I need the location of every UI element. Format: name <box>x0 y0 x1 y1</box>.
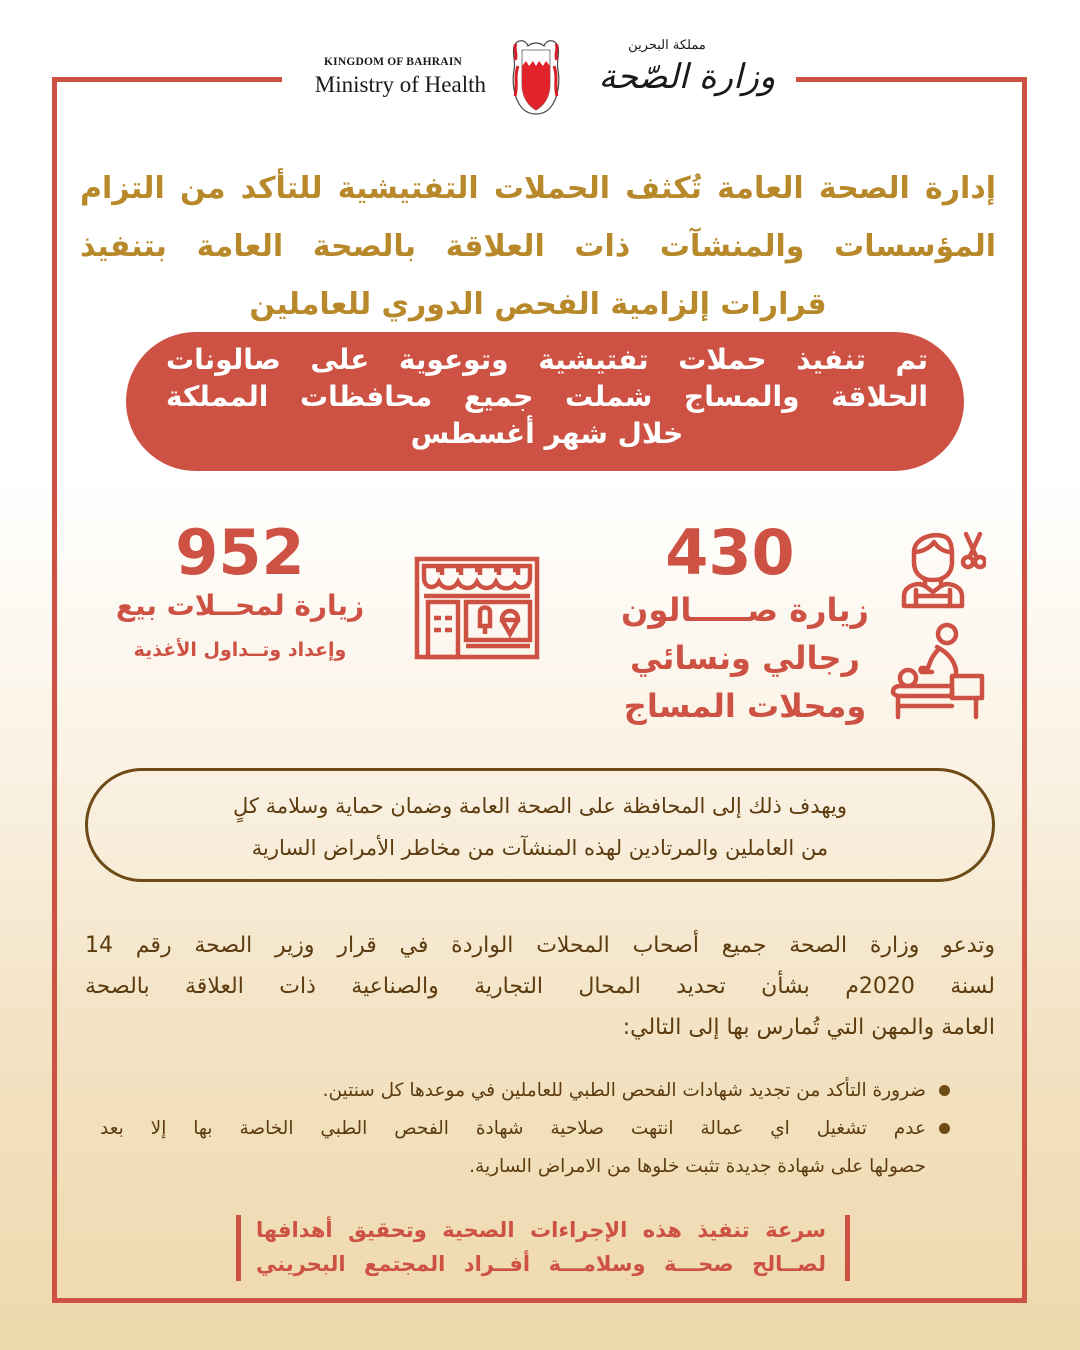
bullet-dot-icon <box>939 1123 950 1134</box>
en-ministry-label: Ministry of Health <box>314 72 486 97</box>
barber-icon <box>896 522 986 610</box>
main-headline <box>80 160 996 334</box>
quote-line: سرعة تنفيذ هذه الإجراءات الصحية وتحقيق أهدافها <box>256 1218 826 1242</box>
ministry-call-paragraph <box>85 925 995 1048</box>
quote-line: لصــالح صحـــة وسلامـــة أفــراد المجتمع البحريني <box>256 1252 826 1276</box>
ar-ministry-label: وزارة الصّحة <box>598 57 776 97</box>
requirement-text: ضرورة التأكد من تجديد شهادات الفحص الطبي للعاملين في موعدها كل سنتين. <box>322 1080 926 1101</box>
campaign-banner <box>126 332 964 471</box>
aim-line: ويهدف ذلك إلى المحافظة على الصحة العامة وضمان حماية وسلامة كلٍ <box>233 794 847 818</box>
aim-statement-box <box>85 768 995 882</box>
quote-bar-right <box>845 1215 850 1281</box>
closing-quote <box>236 1215 850 1281</box>
shop-icon <box>414 556 540 660</box>
aim-line: من العاملين والمرتادين لهذه المنشآت من مخاطر الأمراض السارية <box>251 836 829 860</box>
quote-bar-left <box>236 1215 241 1281</box>
frame-left <box>52 77 57 1303</box>
banner-line: تم تنفيذ حملات تفتيشية وتوعوية على صالونات <box>166 343 928 376</box>
requirement-item <box>100 1110 950 1186</box>
call-line: العامة والمهن التي تُمارس بها إلى التالي: <box>622 1015 995 1040</box>
arabic-logo-text <box>582 38 792 120</box>
english-logo-text <box>315 56 486 98</box>
headline-line: قرارات إلزامية الفحص الدوري للعاملين <box>249 287 827 322</box>
frame-bottom <box>52 1298 1027 1303</box>
requirement-item <box>100 1072 950 1110</box>
massage-icon <box>890 620 985 720</box>
en-kingdom-label: KINGDOM OF BAHRAIN <box>324 56 462 68</box>
ar-kingdom-label: مملكة البحرين <box>628 38 706 53</box>
frame-right <box>1022 77 1027 1303</box>
ministry-header <box>282 34 796 124</box>
food-shop-visits-sublabel: وإعداد وتــداول الأغذية <box>133 639 347 661</box>
salon-visits-stat <box>600 516 890 728</box>
requirements-list <box>100 1072 950 1186</box>
frame-top-right <box>796 77 1027 82</box>
bullet-dot-icon <box>939 1085 950 1096</box>
quote-text <box>256 1213 826 1281</box>
call-line: وتدعو وزارة الصحة جميع أصحاب المحلات الواردة في قرار وزير الصحة رقم 14 <box>85 933 995 958</box>
salon-visits-count: 430 <box>665 516 795 589</box>
salon-visits-label: رجالي ونسائي <box>630 639 860 677</box>
food-shop-visits-label: زيارة لمحــلات بيع <box>115 589 365 622</box>
food-shop-visits-count: 952 <box>175 516 305 589</box>
banner-line: خلال شهر أغسطس <box>410 417 684 450</box>
bahrain-emblem-icon <box>510 36 562 116</box>
salon-visits-label: ومحلات المساج <box>623 687 867 725</box>
call-line: لسنة 2020م بشأن تحديد المحال التجارية والصناعية ذات العلاقة بالصحة <box>85 974 995 999</box>
headline-line: المؤسسات والمنشآت ذات العلاقة بالصحة العامة بتنفيذ <box>80 229 996 264</box>
requirement-text: عدم تشغيل اي عمالة انتهت صلاحية شهادة الفحص الطبي الخاصة بها إلا بعد <box>100 1118 926 1139</box>
frame-top-left <box>52 77 282 82</box>
headline-line: إدارة الصحة العامة تُكثف الحملات التفتيشية للتأكد من التزام <box>80 171 996 206</box>
salon-visits-label: زيارة صـــــالون <box>621 591 869 629</box>
requirement-text: حصولها على شهادة جديدة تثبت خلوها من الامراض السارية. <box>469 1156 926 1177</box>
banner-line: الحلاقة والمساج شملت جميع محافظات المملكة <box>166 380 928 413</box>
food-shop-visits-stat <box>85 516 395 668</box>
